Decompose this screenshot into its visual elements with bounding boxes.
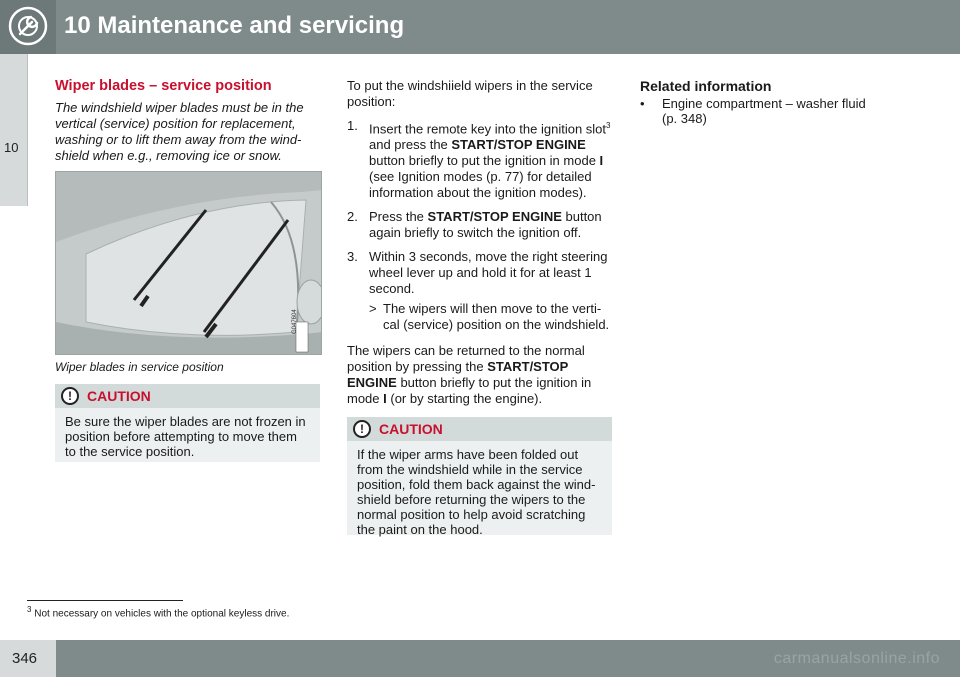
caution-header [55,384,320,408]
return-text: The wipers can be returned to the normal position by pressing the [347,343,585,375]
caution-title: CAUTION [379,421,443,437]
exclamation-warning-icon: ! [61,387,79,405]
chapter-tab-label: 10 [4,140,19,155]
related-link-text[interactable]: Engine compartment – washer fluid (p. 348) [662,96,866,126]
step-text: Press the [369,209,428,225]
gear-wrench-icon [7,5,49,47]
related-link[interactable] [640,96,880,126]
step-text: and press the [369,137,452,153]
footer-page-box [0,640,56,677]
page-header [0,0,960,54]
step-text: Insert the remote key into the ignition slot [369,121,607,137]
ignition-mode: I [383,391,387,407]
caution-box-middle [347,417,612,535]
step-3 [347,249,617,333]
page-number: 346 [12,650,38,667]
step-text: button briefly to put the ignition in mode [369,153,600,169]
instructions-intro: To put the windshiield wipers in the service position: [347,78,593,109]
bullet-marker: • [640,96,645,111]
button-name: START/STOP ENGINE [347,359,569,391]
step-number: 1. [347,118,358,133]
return-text: button briefly to put the ignition in mode [347,375,592,407]
footnote [27,605,289,619]
related-heading: Related information [640,78,772,94]
footnote-divider [27,600,183,601]
result-text: The wipers will then move to the verti-cal (service) position on the windshield. [383,301,610,333]
return-paragraph [347,343,617,407]
right-column [640,78,880,126]
header-icon-box [0,0,56,54]
image-code: G047604 [292,309,298,334]
windshield-illustration [56,172,322,355]
step-text: Within 3 seconds, move the right steering wheel lever up and hold it for at least 1 second. [369,249,608,297]
image-caption: Wiper blades in service position [55,360,224,374]
step-text: button again briefly to switch the ignition off. [369,209,602,241]
caution-title: CAUTION [87,388,151,404]
ignition-mode: I [599,153,604,169]
section-intro: The windshield wiper blades must be in the vertical (service) position for replacement, washing or to lift them away from the wind-shield when e.g., removing ice or snow. [55,100,304,163]
chapter-tab[interactable] [0,54,28,206]
caution-text: Be sure the wiper blades are not frozen in position before attempting to move them to the service position. [65,414,306,459]
watermark: carmanualsonline.info [773,650,940,667]
left-column [55,78,323,164]
section-heading: Wiper blades – service position [55,78,272,94]
step-text: (see Ignition modes (p. 77) for detailed information about the ignition modes). [369,169,592,201]
page-footer [0,640,960,677]
exclamation-warning-icon: ! [353,420,371,438]
step-2 [347,209,617,241]
step-number: 3. [347,249,358,265]
return-text: (or by starting the engine). [386,391,543,407]
footnote-ref: 3 [606,121,611,130]
result-marker: > [369,301,377,317]
step-number: 2. [347,209,358,225]
footnote-marker: 3 [27,605,32,614]
page-title: 10 Maintenance and servicing [64,12,405,39]
button-name: START/STOP ENGINE [451,137,586,153]
middle-column [347,78,617,407]
caution-box-left [55,384,320,462]
caution-header [347,417,612,441]
step-result [369,301,617,333]
step-1 [347,118,617,201]
caution-text: If the wiper arms have been folded out from the windshield while in the service position, fold them back against the wind-shield before returning the wipers to the normal position to help avoid scratching the paint on the hood. [357,447,596,537]
wiper-service-photo [55,171,322,355]
button-name: START/STOP ENGINE [427,209,562,225]
footnote-text: Not necessary on vehicles with the optional keyless drive. [31,608,290,620]
